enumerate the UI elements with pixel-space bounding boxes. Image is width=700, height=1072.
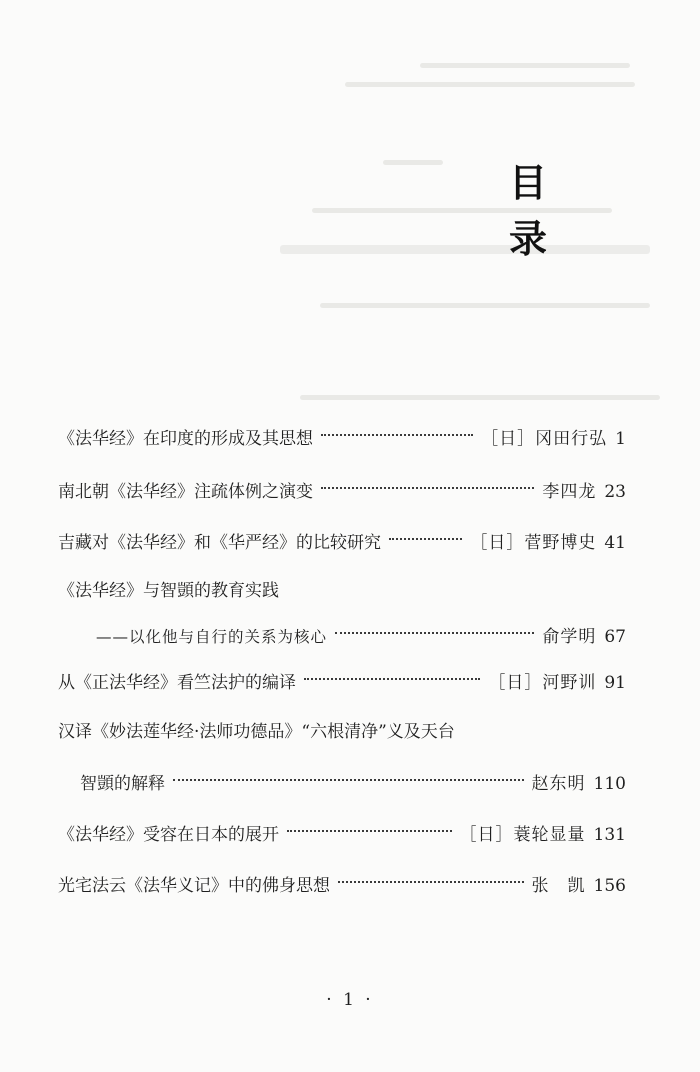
toc-entry-4-title[interactable]: 《法华经》与智顗的教育实践 (58, 581, 279, 601)
toc-entry-3[interactable] (58, 528, 626, 558)
toc-entry-author: ［日］蓑轮显量 (459, 825, 586, 845)
dot-leader (173, 779, 524, 781)
toc-entry-author: 赵东明 (531, 774, 586, 794)
toc-entry-title: 《法华经》在印度的形成及其思想 (58, 429, 313, 449)
toc-entry-page: 110 (593, 774, 626, 794)
page-number: · 1 · (326, 990, 374, 1010)
toc-entry-page: 67 (604, 627, 626, 647)
dot-leader (338, 881, 524, 883)
toc-entry-title: 吉藏对《法华经》和《华严经》的比较研究 (58, 533, 381, 553)
toc-entry-subtitle: ——以化他与自行的关系为核心 (96, 628, 328, 646)
toc-entry-1[interactable] (58, 424, 626, 454)
dot-leader (321, 434, 473, 436)
toc-entry-continuation: 智顗的解释 (80, 774, 165, 794)
toc-entry-2[interactable] (58, 477, 626, 507)
toc-entry-author: 张 凯 (531, 876, 586, 896)
toc-entry-page: 156 (593, 876, 626, 896)
toc-entry-title: 南北朝《法华经》注疏体例之演变 (58, 482, 313, 502)
toc-entry-4[interactable] (96, 622, 626, 652)
toc-entry-author: 俞学明 (542, 627, 597, 647)
toc-entry-page: 131 (593, 825, 626, 845)
toc-entry-6[interactable] (80, 769, 626, 799)
toc-entry-page: 41 (604, 533, 626, 553)
toc-entry-title: 光宅法云《法华义记》中的佛身思想 (58, 876, 330, 896)
toc-entry-author: 李四龙 (542, 482, 597, 502)
toc-entry-title: 从《正法华经》看竺法护的编译 (58, 673, 296, 693)
dot-leader (287, 830, 452, 832)
toc-entry-page: 91 (604, 673, 626, 693)
dot-leader (335, 632, 534, 634)
toc-entry-6-title[interactable]: 汉译《妙法莲华经·法师功德品》“六根清净”义及天台 (58, 722, 455, 742)
toc-entry-title: 《法华经》受容在日本的展开 (58, 825, 279, 845)
toc-entry-page: 1 (615, 429, 626, 449)
toc-entry-5[interactable] (58, 668, 626, 698)
toc-entry-author: ［日］河野训 (488, 673, 597, 693)
toc-entry-page: 23 (604, 482, 626, 502)
toc-entry-8[interactable] (58, 871, 626, 901)
toc-entry-7[interactable] (58, 820, 626, 850)
dot-leader (389, 538, 462, 540)
dot-leader (321, 487, 534, 489)
toc-entry-author: ［日］菅野博史 (470, 533, 597, 553)
page-title-char-2: 录 (508, 217, 547, 261)
toc-entry-author: ［日］冈田行弘 (481, 429, 608, 449)
dot-leader (304, 678, 480, 680)
page-title-char-1: 目 (508, 161, 547, 205)
